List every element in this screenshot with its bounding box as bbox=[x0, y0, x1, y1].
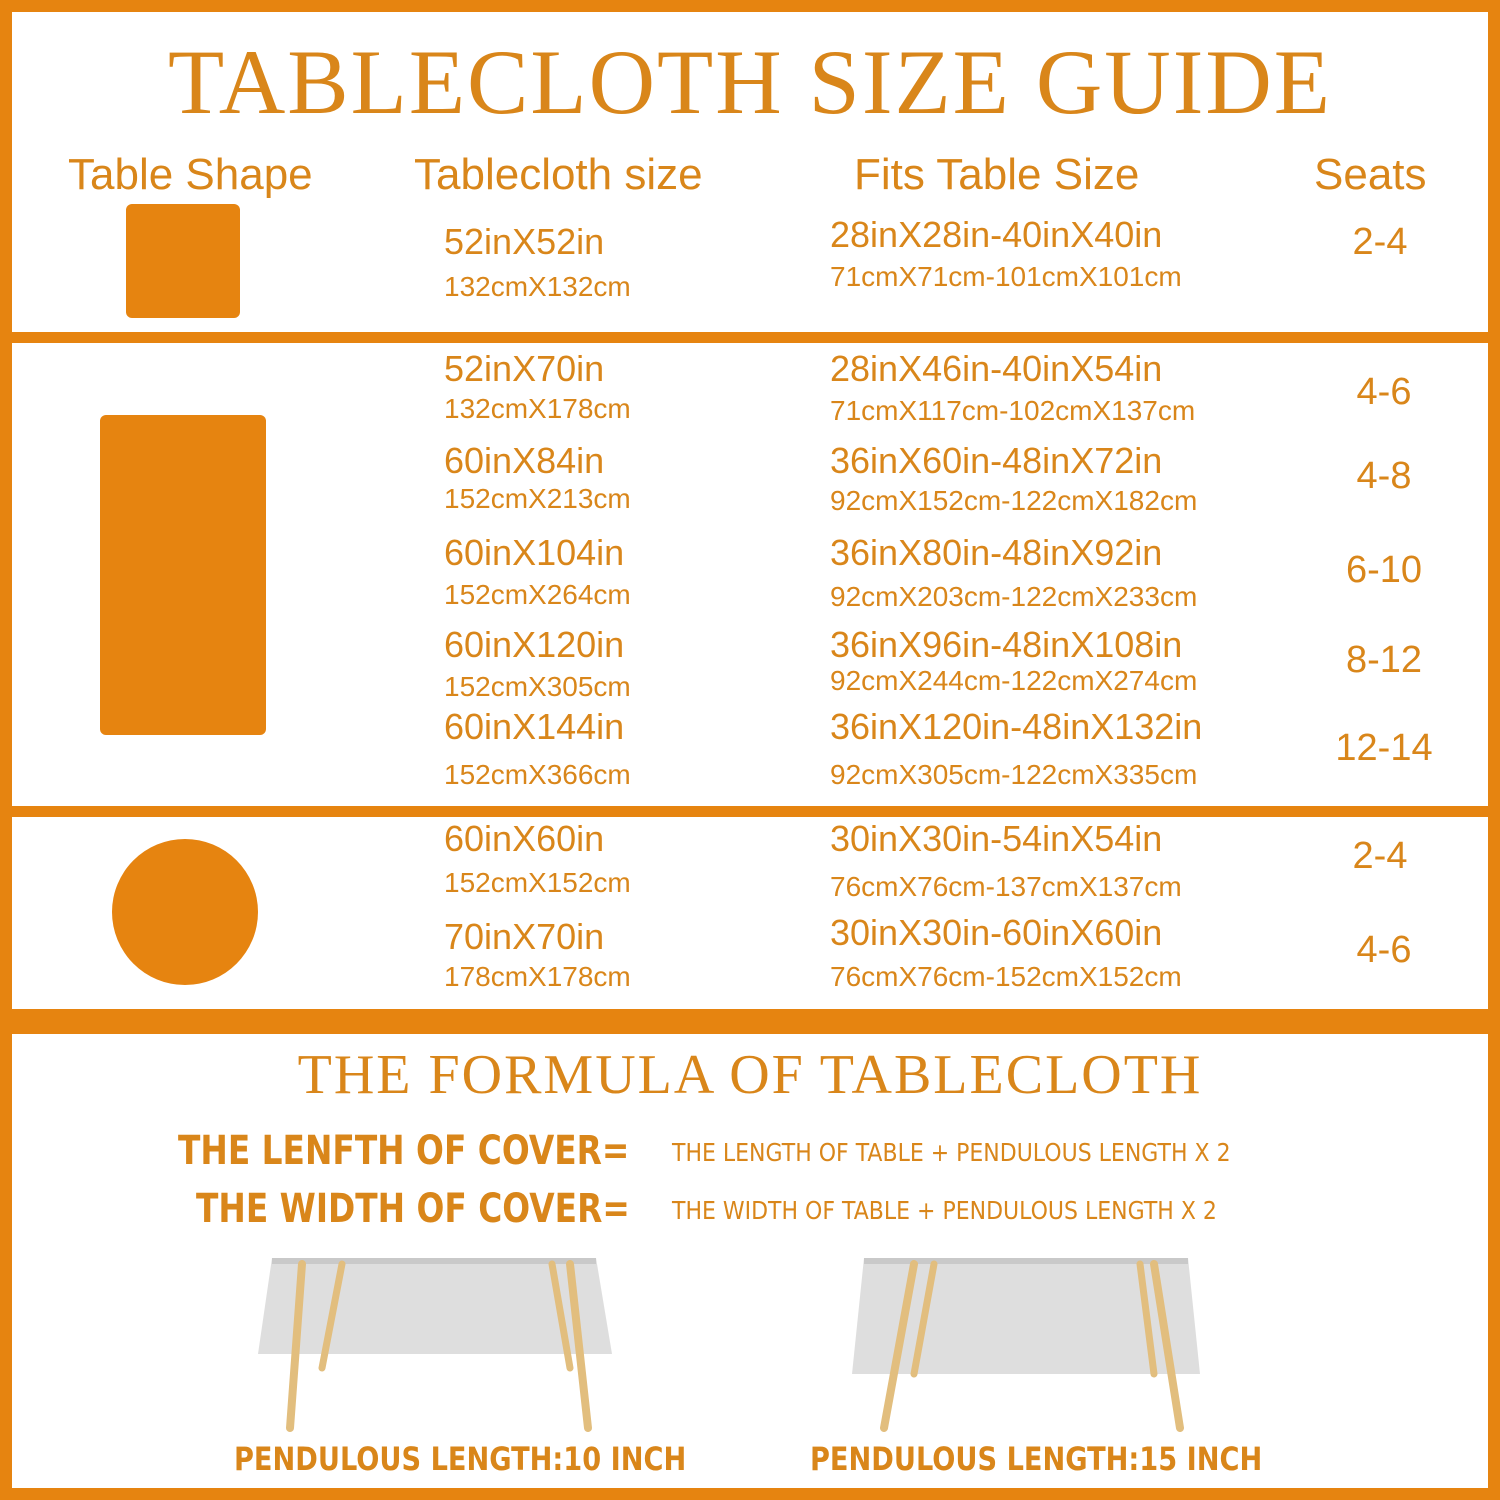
fit-in: 30inX30in-60inX60in bbox=[830, 912, 1163, 953]
fit-in: 30inX30in-54inX54in bbox=[830, 818, 1163, 859]
size-in: 60inX60in bbox=[444, 818, 605, 859]
length-formula-expression: THE LENGTH OF TABLE + PENDULOUS LENGTH X 2 bbox=[672, 1138, 1231, 1167]
size-cm: 152cmX305cm bbox=[444, 671, 631, 702]
table-with-long-cloth-icon bbox=[844, 1252, 1244, 1432]
page-title: TABLECLOTH SIZE GUIDE bbox=[167, 31, 1332, 133]
fit-in: 28inX46in-40inX54in bbox=[830, 348, 1163, 389]
fit-in: 36inX96in-48inX108in bbox=[830, 624, 1183, 665]
seats-value: 2-4 bbox=[1352, 221, 1408, 263]
size-in: 70inX70in bbox=[444, 916, 605, 957]
fit-cm: 71cmX117cm-102cmX137cm bbox=[830, 395, 1196, 426]
size-cm: 152cmX213cm bbox=[444, 483, 631, 514]
width-formula-label: THE WIDTH OF COVER= bbox=[196, 1186, 630, 1232]
fit-cm: 76cmX76cm-137cmX137cm bbox=[830, 871, 1182, 902]
fit-cm: 92cmX305cm-122cmX335cm bbox=[830, 759, 1198, 790]
seats-value: 4-6 bbox=[1356, 371, 1412, 413]
size-cm: 152cmX366cm bbox=[444, 759, 631, 790]
size-guide-panel-round bbox=[12, 817, 1488, 1009]
fit-in: 36inX120in-48inX132in bbox=[830, 706, 1203, 747]
seats-value: 6-10 bbox=[1345, 549, 1423, 591]
seats-value: 12-14 bbox=[1335, 727, 1433, 769]
size-cm: 152cmX264cm bbox=[444, 579, 631, 610]
fit-cm: 71cmX71cm-101cmX101cm bbox=[830, 261, 1182, 292]
square-shape-icon bbox=[126, 204, 240, 318]
table-with-short-cloth-icon bbox=[242, 1252, 642, 1432]
rectangle-shape-icon bbox=[100, 415, 266, 735]
fit-cm: 92cmX152cm-122cmX182cm bbox=[830, 485, 1198, 516]
size-in: 60inX120in bbox=[444, 624, 625, 665]
header-table-shape: Table Shape bbox=[68, 150, 313, 199]
pendulous-caption-10: PENDULOUS LENGTH:10 INCH bbox=[234, 1440, 687, 1478]
formula-panel bbox=[12, 1034, 1488, 1488]
formula-title: THE FORMULA OF TABLECLOTH bbox=[297, 1044, 1203, 1106]
fit-in: 28inX28in-40inX40in bbox=[830, 214, 1163, 255]
size-guide-panel-square bbox=[12, 12, 1488, 332]
fit-in: 36inX60in-48inX72in bbox=[830, 440, 1163, 481]
size-in: 60inX104in bbox=[444, 532, 625, 573]
fit-cm: 76cmX76cm-152cmX152cm bbox=[830, 961, 1182, 992]
seats-value: 8-12 bbox=[1345, 639, 1423, 681]
header-tablecloth-size: Tablecloth size bbox=[414, 150, 703, 199]
width-formula-expression: THE WIDTH OF TABLE + PENDULOUS LENGTH X 2 bbox=[672, 1196, 1217, 1225]
fit-cm: 92cmX203cm-122cmX233cm bbox=[830, 581, 1198, 612]
size-guide-panel-rectangle bbox=[12, 343, 1488, 806]
header-fits-table-size: Fits Table Size bbox=[854, 150, 1140, 199]
length-formula-label: THE LENFTH OF COVER= bbox=[178, 1128, 630, 1174]
size-in: 52inX70in bbox=[444, 348, 605, 389]
circle-shape-icon bbox=[112, 839, 258, 985]
size-cm: 132cmX132cm bbox=[444, 271, 631, 302]
fit-in: 36inX80in-48inX92in bbox=[830, 532, 1163, 573]
header-seats: Seats bbox=[1314, 150, 1427, 199]
seats-value: 4-8 bbox=[1356, 455, 1412, 497]
fit-cm: 92cmX244cm-122cmX274cm bbox=[830, 665, 1198, 696]
size-cm: 152cmX152cm bbox=[444, 867, 631, 898]
seats-value: 4-6 bbox=[1356, 929, 1412, 971]
size-in: 60inX84in bbox=[444, 440, 605, 481]
size-cm: 178cmX178cm bbox=[444, 961, 631, 992]
size-in: 52inX52in bbox=[444, 221, 605, 262]
size-in: 60inX144in bbox=[444, 706, 625, 747]
pendulous-caption-15: PENDULOUS LENGTH:15 INCH bbox=[810, 1440, 1263, 1478]
size-cm: 132cmX178cm bbox=[444, 393, 631, 424]
seats-value: 2-4 bbox=[1352, 835, 1408, 877]
